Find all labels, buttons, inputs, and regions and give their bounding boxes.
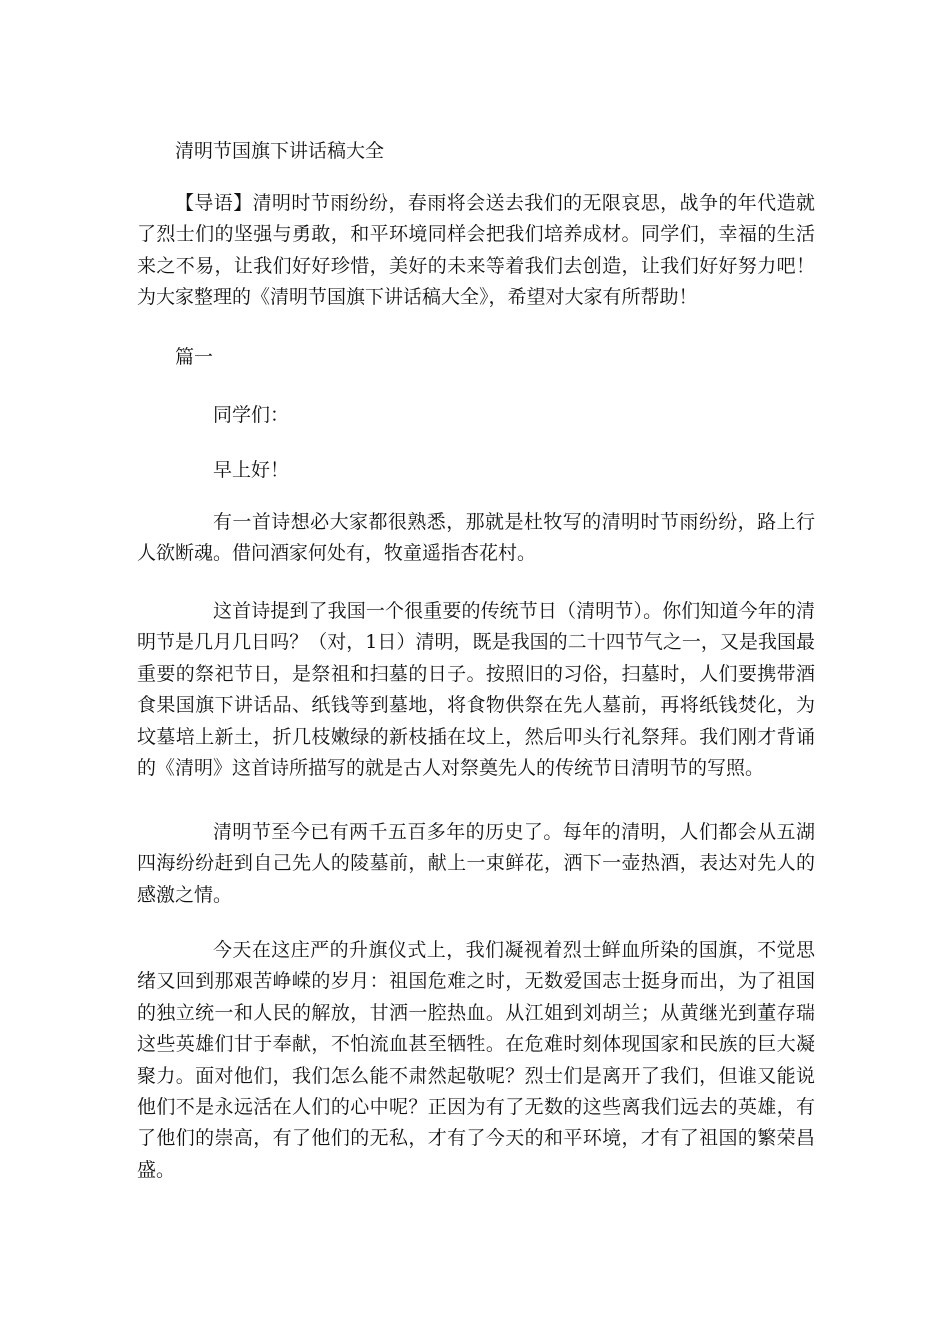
intro-paragraph: 【导语】清明时节雨纷纷，春雨将会送去我们的无限哀思，战争的年代造就了烈士们的坚强与勇敢，和平环境同样会把我们培养成材。同学们，幸福的生活来之不易，让我们好好珍惜，美好的未来等着我们去创造，让我们好好努力吧！为大家整理的《清明节国旗下讲话稿大全》，希望对大家有所帮助！ bbox=[137, 192, 815, 309]
body-paragraph-3: 清明节至今已有两千五百多年的历史了。每年的清明，人们都会从五湖四海纷纷赶到自己先人的陵墓前，献上一束鲜花，洒下一壶热酒，表达对先人的感激之情。 bbox=[137, 821, 815, 906]
body-paragraph-2: 这首诗提到了我国一个很重要的传统节日（清明节）。你们知道今年的清明节是几月几日吗？（对，1日）清明，既是我国的二十四节气之一，又是我国最重要的祭祀节日，是祭祖和扫墓的日子。按照旧的习俗，扫墓时，人们要携带酒食果国旗下讲话品、纸钱等到墓地，将食物供祭在先人墓前，再将纸钱焚化，为坟墓培上新土，折几枝嫩绿的新枝插在坟上，然后叩头行礼祭拜。我们刚才背诵的《清明》这首诗所描写的就是古人对祭奠先人的传统节日清明节的写照。 bbox=[137, 600, 815, 780]
salutation: 同学们： bbox=[213, 404, 290, 426]
document-title: 清明节国旗下讲话稿大全 bbox=[175, 140, 385, 162]
greeting: 早上好！ bbox=[213, 459, 290, 481]
body-paragraph-1: 有一首诗想必大家都很熟悉，那就是杜牧写的清明时节雨纷纷，路上行人欲断魂。借问酒家何处有，牧童遥指杏花村。 bbox=[137, 511, 815, 565]
section-heading: 篇一 bbox=[175, 346, 214, 368]
body-paragraph-4: 今天在这庄严的升旗仪式上，我们凝视着烈士鲜血所染的国旗，不觉思绪又回到那艰苦峥嵘的岁月：祖国危难之时，无数爱国志士挺身而出，为了祖国的独立统一和人民的解放，甘洒一腔热血。从江姐到刘胡兰；从黄继光到董存瑞这些英雄们甘于奉献，不怕流血甚至牺牲。在危难时刻体现国家和民族的巨大凝聚力。面对他们，我们怎么能不肃然起敬呢？烈士们是离开了我们，但谁又能说他们不是永远活在人们的心中呢？正因为有了无数的这些离我们远去的英雄，有了他们的崇高，有了他们的无私，才有了今天的和平环境，才有了祖国的繁荣昌盛。 bbox=[137, 939, 815, 1181]
